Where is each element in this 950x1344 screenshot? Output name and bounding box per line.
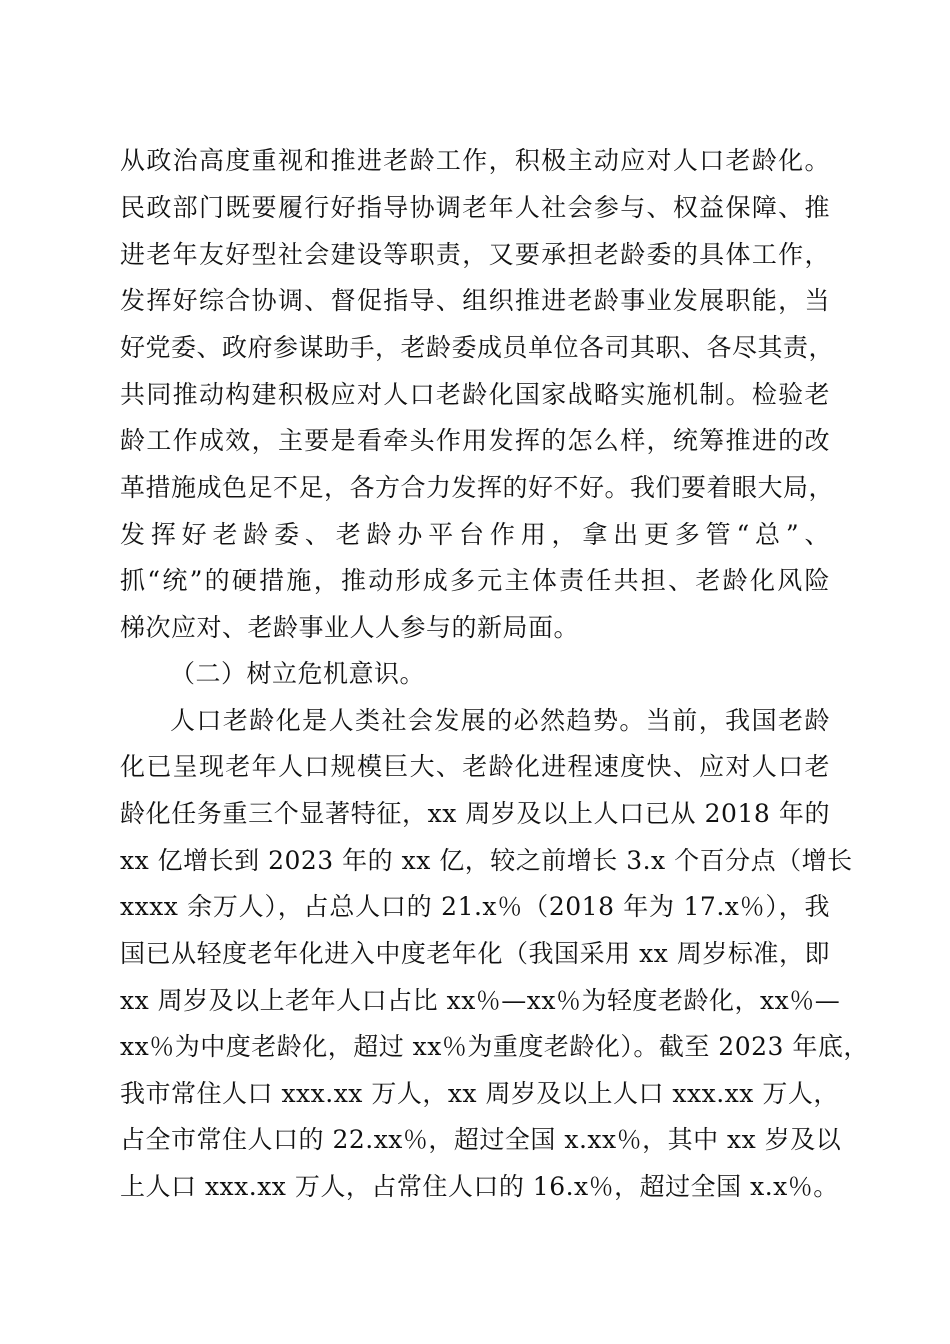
- paragraph-1-line-6: 共同推动构建积极应对人口老龄化国家战略实施机制。检验老: [120, 380, 830, 409]
- paragraph-2-line-3: 龄化任务重三个显著特征，xx 周岁及以上人口已从 2018 年的: [120, 799, 830, 828]
- paragraph-1-line-4: 发挥好综合协调、督促指导、组织推进老龄事业发展职能，当: [120, 286, 830, 315]
- paragraph-2-line-7: xx 周岁及以上老年人口占比 xx％—xx％为轻度老龄化，xx％—: [120, 986, 841, 1015]
- paragraph-2-line-9: 我市常住人口 xxx.xx 万人，xx 周岁及以上人口 xxx.xx 万人，: [120, 1079, 839, 1108]
- paragraph-2-line-2: 化已呈现老年人口规模巨大、老龄化进程速度快、应对人口老: [120, 752, 830, 781]
- paragraph-1-line-7: 龄工作成效，主要是看牵头作用发挥的怎么样，统筹推进的改: [120, 426, 830, 455]
- paragraph-1-line-8: 革措施成色足不足，各方合力发挥的好不好。我们要着眼大局，: [120, 473, 835, 502]
- section-heading: （二）树立危机意识。: [170, 659, 426, 688]
- paragraph-2-line-6: 国已从轻度老年化进入中度老年化（我国采用 xx 周岁标准，即: [120, 939, 830, 968]
- paragraph-1-line-9: 发挥好老龄委、老龄办平台作用，拿出更多管“总”、: [120, 520, 830, 549]
- paragraph-2-line-8: xx％为中度老龄化，超过 xx％为重度老龄化）。截至 2023 年底，: [120, 1032, 869, 1061]
- paragraph-1-line-1: 从政治高度重视和推进老龄工作，积极主动应对人口老龄化。: [120, 146, 830, 175]
- paragraph-1-line-3: 进老年友好型社会建设等职责，又要承担老龄委的具体工作，: [120, 240, 830, 269]
- paragraph-1-line-10: 抓“统”的硬措施，推动形成多元主体责任共担、老龄化风险: [120, 566, 830, 595]
- paragraph-2-line-1: 人口老龄化是人类社会发展的必然趋势。当前，我国老龄: [170, 706, 830, 735]
- paragraph-2-line-10: 占全市常住人口的 22.xx％，超过全国 x.xx％，其中 xx 岁及以: [120, 1125, 842, 1154]
- paragraph-2-line-11: 上人口 xxx.xx 万人，占常住人口的 16.x％，超过全国 x.x％。: [120, 1172, 839, 1201]
- paragraph-2-line-4: xx 亿增长到 2023 年的 xx 亿，较之前增长 3.x 个百分点（增长: [120, 846, 853, 875]
- paragraph-1-line-2: 民政部门既要履行好指导协调老年人社会参与、权益保障、推: [120, 193, 830, 222]
- paragraph-1-line-5: 好党委、政府参谋助手，老龄委成员单位各司其职、各尽其责，: [120, 333, 835, 362]
- paragraph-2-line-5: xxxx 余万人），占总人口的 21.x％（2018 年为 17.x％），我: [120, 892, 830, 921]
- paragraph-1-line-11: 梯次应对、老龄事业人人参与的新局面。: [120, 613, 580, 642]
